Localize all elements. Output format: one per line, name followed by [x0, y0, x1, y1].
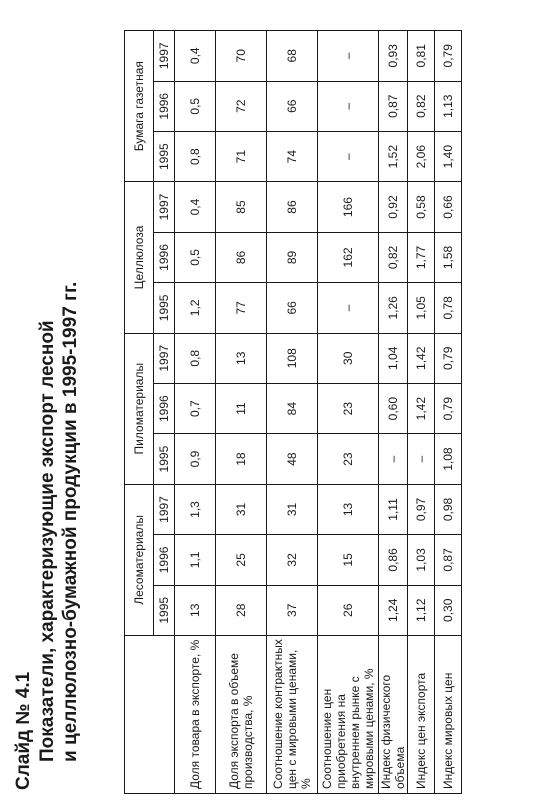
value-cell: 18: [216, 434, 267, 484]
value-cell: 31: [267, 484, 318, 534]
value-cell: 68: [267, 31, 318, 82]
value-cell: 0,82: [379, 232, 408, 282]
year-header-cell: 1995: [154, 131, 175, 181]
value-cell: 1,77: [408, 232, 435, 282]
year-header-cell: 1996: [154, 81, 175, 131]
value-cell: 26: [318, 585, 379, 635]
value-cell: 162: [318, 232, 379, 282]
value-cell: –: [318, 31, 379, 82]
value-cell: 0,66: [435, 182, 462, 232]
corner-cell: [125, 636, 175, 794]
value-cell: 32: [267, 535, 318, 585]
value-cell: –: [379, 434, 408, 484]
value-cell: 1,12: [408, 585, 435, 635]
value-cell: 85: [216, 182, 267, 232]
export-indicators-table: [124, 30, 462, 794]
row-label: Доля экспорта в объеме производства, %: [216, 636, 267, 794]
group-header-cell: Пиломатериалы: [125, 333, 154, 484]
value-cell: 1,11: [379, 484, 408, 534]
value-cell: –: [318, 81, 379, 131]
row-label: Индекс физического объема: [379, 636, 408, 794]
table-row: [216, 31, 267, 794]
value-cell: 23: [318, 434, 379, 484]
year-header-cell: 1996: [154, 232, 175, 282]
value-cell: 1,42: [408, 383, 435, 433]
value-cell: –: [408, 434, 435, 484]
value-cell: 1,1: [175, 535, 216, 585]
value-cell: 108: [267, 333, 318, 383]
value-cell: 1,13: [435, 81, 462, 131]
row-label: Соотношение цен приобретения на внутреннем рынке с мировыми ценами, %: [318, 636, 379, 794]
value-cell: 89: [267, 232, 318, 282]
value-cell: 86: [216, 232, 267, 282]
group-header-cell: Лесоматериалы: [125, 484, 154, 635]
table-row: [175, 31, 216, 794]
row-label: Соотношение контрактных цен с мировыми ценами, %: [267, 636, 318, 794]
year-header-cell: 1995: [154, 434, 175, 484]
value-cell: 37: [267, 585, 318, 635]
value-cell: 1,40: [435, 131, 462, 181]
value-cell: 66: [267, 283, 318, 333]
value-cell: 0,87: [379, 81, 408, 131]
value-cell: 72: [216, 81, 267, 131]
value-cell: 13: [175, 585, 216, 635]
value-cell: 1,3: [175, 484, 216, 534]
value-cell: 0,81: [408, 31, 435, 82]
value-cell: 0,60: [379, 383, 408, 433]
value-cell: 0,8: [175, 333, 216, 383]
value-cell: 1,26: [379, 283, 408, 333]
value-cell: 0,4: [175, 31, 216, 82]
value-cell: 48: [267, 434, 318, 484]
value-cell: –: [318, 283, 379, 333]
value-cell: 0,58: [408, 182, 435, 232]
value-cell: 0,5: [175, 81, 216, 131]
value-cell: 0,4: [175, 182, 216, 232]
value-cell: 1,04: [379, 333, 408, 383]
value-cell: 70: [216, 31, 267, 82]
slide-title-line-2: и целлюлозно-бумажной продукции в 1995-1997 гг.: [60, 281, 81, 762]
table-row: [379, 31, 408, 794]
value-cell: 0,79: [435, 383, 462, 433]
value-cell: 0,86: [379, 535, 408, 585]
table-row: [318, 31, 379, 794]
row-label: Индекс цен экспорта: [408, 636, 435, 794]
value-cell: 0,5: [175, 232, 216, 282]
value-cell: 1,03: [408, 535, 435, 585]
slide-number: Слайд № 4.1: [13, 671, 34, 790]
value-cell: 0,9: [175, 434, 216, 484]
value-cell: 0,93: [379, 31, 408, 82]
value-cell: 0,7: [175, 383, 216, 433]
value-cell: 1,05: [408, 283, 435, 333]
value-cell: 13: [216, 333, 267, 383]
row-label: Доля товара в экспорте, %: [175, 636, 216, 794]
value-cell: 1,08: [435, 434, 462, 484]
value-cell: 77: [216, 283, 267, 333]
value-cell: 28: [216, 585, 267, 635]
table-row: [435, 31, 462, 794]
value-cell: 84: [267, 383, 318, 433]
table-row: [408, 31, 435, 794]
value-cell: 0,79: [435, 333, 462, 383]
value-cell: 1,58: [435, 232, 462, 282]
year-header-cell: 1995: [154, 585, 175, 635]
value-cell: 0,78: [435, 283, 462, 333]
group-header-row: [125, 31, 154, 794]
title-block: [12, 90, 82, 790]
value-cell: 0,87: [435, 535, 462, 585]
value-cell: 30: [318, 333, 379, 383]
group-header-cell: Бумага газетная: [125, 31, 154, 182]
value-cell: 66: [267, 81, 318, 131]
year-header-cell: 1997: [154, 333, 175, 383]
value-cell: 11: [216, 383, 267, 433]
year-header-cell: 1995: [154, 283, 175, 333]
value-cell: 86: [267, 182, 318, 232]
value-cell: 13: [318, 484, 379, 534]
value-cell: 74: [267, 131, 318, 181]
value-cell: 2,06: [408, 131, 435, 181]
row-label: Индекс мировых цен: [435, 636, 462, 794]
slide-title-line-1: Показатели, характеризующие экспорт лесной: [37, 320, 58, 762]
value-cell: 0,97: [408, 484, 435, 534]
year-header-cell: 1996: [154, 383, 175, 433]
table-row: [267, 31, 318, 794]
value-cell: –: [318, 131, 379, 181]
value-cell: 71: [216, 131, 267, 181]
value-cell: 15: [318, 535, 379, 585]
value-cell: 1,2: [175, 283, 216, 333]
value-cell: 0,98: [435, 484, 462, 534]
value-cell: 1,42: [408, 333, 435, 383]
value-cell: 31: [216, 484, 267, 534]
value-cell: 0,92: [379, 182, 408, 232]
value-cell: 0,82: [408, 81, 435, 131]
value-cell: 0,79: [435, 31, 462, 82]
value-cell: 1,24: [379, 585, 408, 635]
value-cell: 166: [318, 182, 379, 232]
value-cell: 23: [318, 383, 379, 433]
year-header-cell: 1997: [154, 31, 175, 82]
value-cell: 1,52: [379, 131, 408, 181]
value-cell: 0,8: [175, 131, 216, 181]
year-header-cell: 1997: [154, 182, 175, 232]
group-header-cell: Целлюлоза: [125, 182, 154, 333]
value-cell: 25: [216, 535, 267, 585]
value-cell: 0,30: [435, 585, 462, 635]
year-header-cell: 1997: [154, 484, 175, 534]
year-header-cell: 1996: [154, 535, 175, 585]
